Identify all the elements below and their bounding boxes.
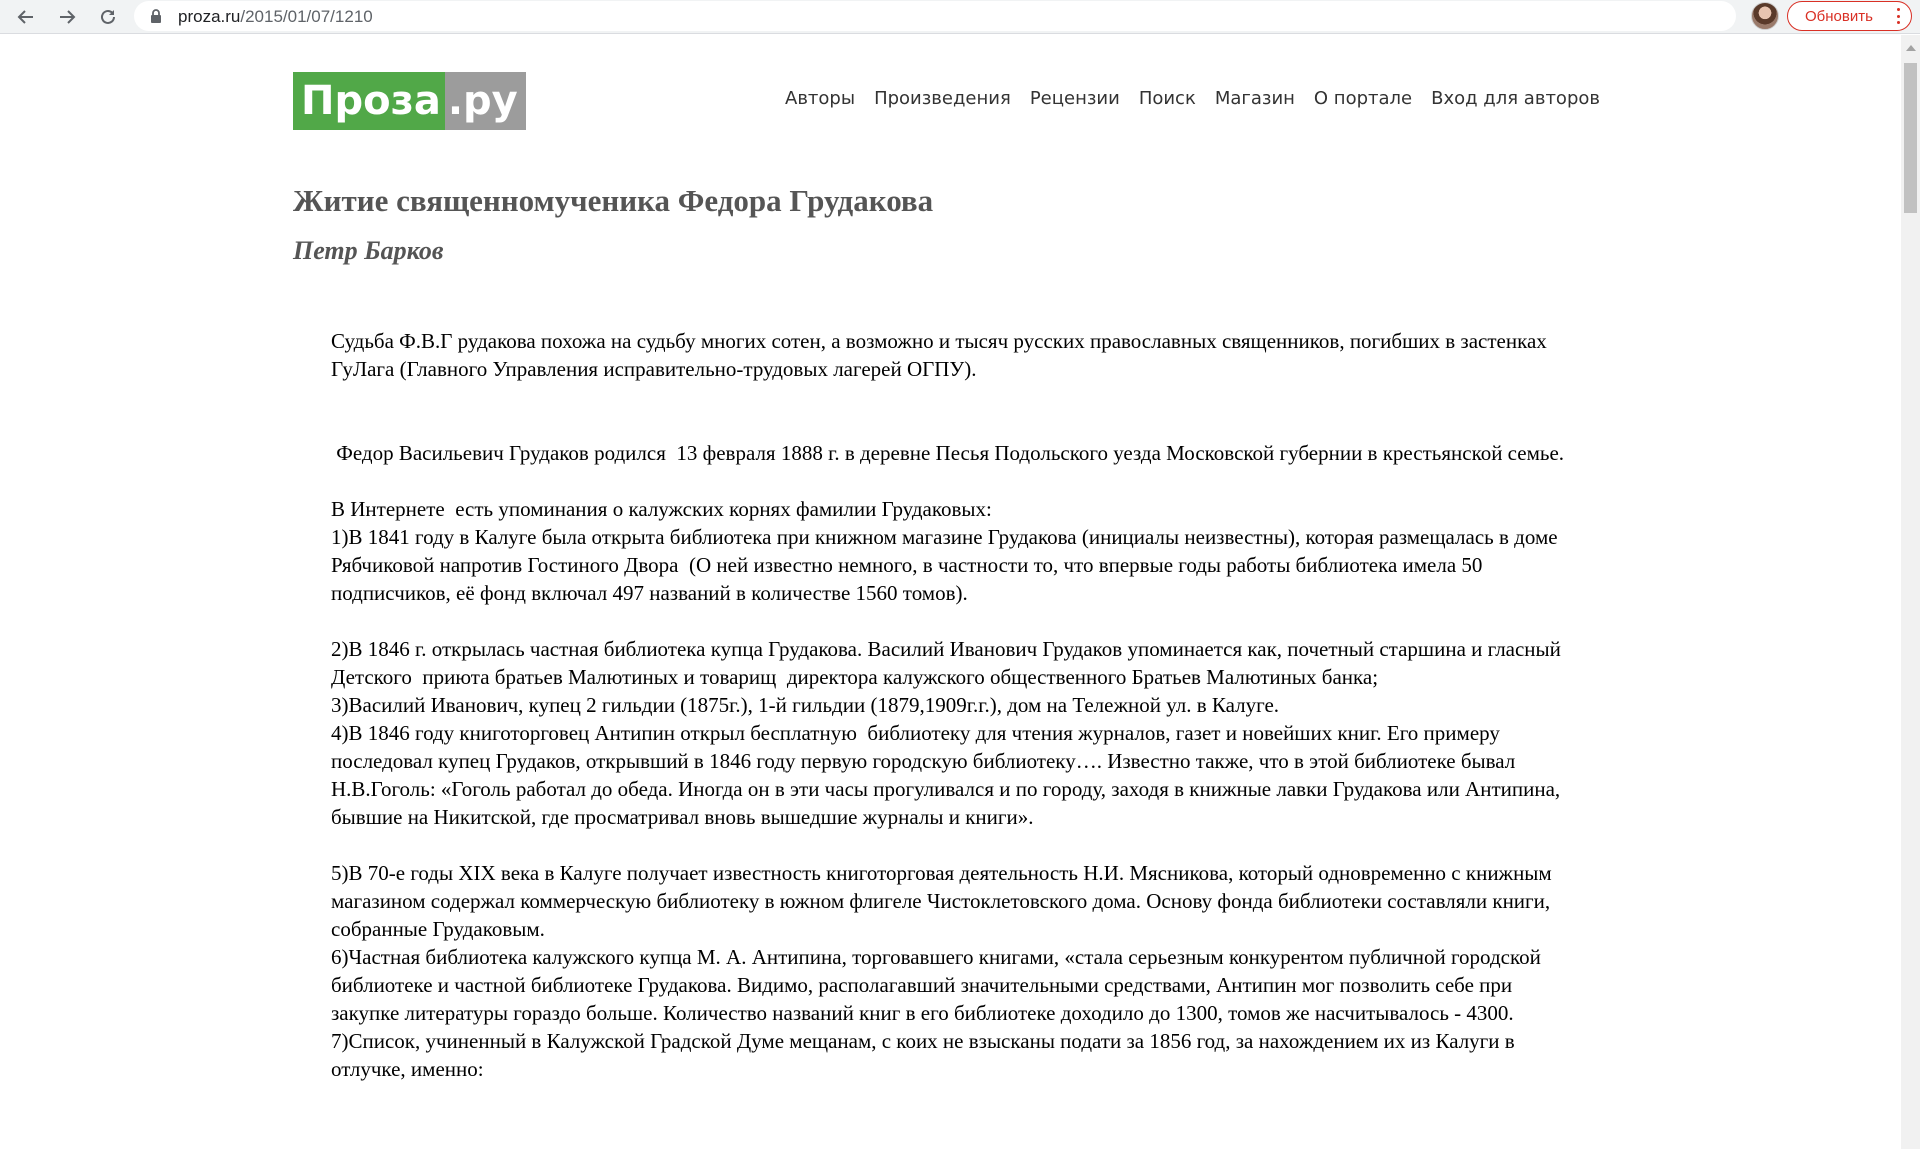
article-paragraph: 6)Частная библиотека калужского купца М. А. Антипина, торговавшего книгами, «стала серьезным конкурентом публичной городской библиотеке и частной библиотеке Грудакова. Видимо, располагавший значительными средствами, Антипин мог позволить себе при закупке литературы гораздо больше. Количество названий книг в его библиотеке доходило до 1300, томов же насчитывалось - 4300. xyxy=(331,945,1547,1025)
logo-secondary: .ру xyxy=(445,72,526,130)
arrow-left-icon xyxy=(16,7,36,27)
article-paragraph: 2)В 1846 г. открылась частная библиотека купца Грудакова. Василий Иванович Грудаков упоминается как, почетный старшина и гласный Детского приюта братьев Малютиных и товарищ директора калужского общественного Братьев Малютиных банка; xyxy=(331,637,1567,689)
nav-link-shop[interactable]: Магазин xyxy=(1214,88,1295,109)
paragraph-spacer xyxy=(331,831,1571,859)
browser-toolbar xyxy=(0,0,1920,34)
nav-link-search[interactable]: Поиск xyxy=(1138,88,1196,109)
update-button-label: Обновить xyxy=(1805,7,1873,25)
logo-primary: Проза xyxy=(293,72,445,130)
scrollbar-thumb[interactable] xyxy=(1904,63,1917,213)
paragraph-spacer xyxy=(331,383,1571,411)
more-menu-icon[interactable] xyxy=(1897,8,1901,24)
author-link[interactable]: Петр Барков xyxy=(293,236,444,265)
nav-link-authors[interactable]: Авторы xyxy=(785,88,856,109)
nav-link-login[interactable]: Вход для авторов xyxy=(1431,88,1600,109)
article-title: Житие священномученика Федора Грудакова xyxy=(293,183,934,218)
lock-icon xyxy=(148,8,164,24)
paragraph-spacer xyxy=(331,607,1571,635)
article-paragraph: В Интернете есть упоминания о калужских корнях фамилии Грудаковых: xyxy=(331,497,992,521)
article-paragraph: 1)В 1841 году в Калуге была открыта библиотека при книжном магазине Грудакова (инициалы неизвестны), которая размещалась в доме Рябчиковой напротив Гостиного Двора (О ней известно немного, в частности то, что впервые годы работы библиотека имела 50 подписчиков, её фонд включал 497 названий в количестве 1560 томов). xyxy=(331,525,1563,605)
update-button[interactable] xyxy=(1787,1,1912,31)
nav-link-reviews[interactable]: Рецензии xyxy=(1029,88,1120,109)
address-bar[interactable] xyxy=(134,1,1736,31)
nav-link-about[interactable]: О портале xyxy=(1313,88,1413,109)
article-paragraph: 3)Василий Иванович, купец 2 гильдии (1875г.), 1-й гильдии (1879,1909г.г.), дом на Тележной ул. в Калуге. xyxy=(331,693,1280,717)
back-button[interactable] xyxy=(14,5,38,29)
page-scrollbar[interactable] xyxy=(1901,35,1920,1149)
profile-avatar[interactable] xyxy=(1751,2,1779,30)
article-paragraph: 4)В 1846 году книготорговец Антипин открыл бесплатную библиотеку для чтения журналов, газет и новейших книг. Его примеру последовал купец Грудаков, открывший в 1846 году первую городскую библиотеку…. Известно также, что в этой библиотеке бывал Н.В.Гоголь: «Гоголь работал до обеда. Иногда он в эти часы прогуливался и по городу, заходя в книжные лавки Грудакова или Антипина, бывшие на Никитской, где просматривал вновь вышедшие журналы и книги». xyxy=(331,721,1566,829)
reload-icon xyxy=(98,7,118,27)
article-paragraph: 7)Список, учиненный в Калужской Градской Думе мещанам, с коих не взысканы подати за 1856 год, за нахождением их из Калуги в отлучке, именно: xyxy=(331,1029,1520,1081)
paragraph-spacer xyxy=(331,467,1571,495)
url-path: /2015/01/07/1210 xyxy=(240,7,373,26)
article-paragraph: Судьба Ф.В.Г рудакова похожа на судьбу многих сотен, а возможно и тысяч русских православных священников, погибших в застенках ГуЛага (Главного Управления исправительно-трудовых лагерей ОГПУ). xyxy=(331,329,1553,381)
url-host: proza.ru xyxy=(178,7,241,26)
article-paragraph: 5)В 70-е годы XIX века в Калуге получает известность книготорговая деятельность Н.И. Мясникова, который одновременно с книжным магазином содержал коммерческую библиотеку в южном флигеле Чистоклетовского дома. Основу фонда библиотеки составляли книги, собранные Грудаковым. xyxy=(331,861,1557,941)
arrow-right-icon xyxy=(57,7,77,27)
scroll-up-arrow-icon[interactable] xyxy=(1906,45,1916,51)
url-text xyxy=(178,7,373,27)
forward-button[interactable] xyxy=(55,5,79,29)
site-nav xyxy=(785,88,1600,109)
reload-button[interactable] xyxy=(96,5,120,29)
nav-link-works[interactable]: Произведения xyxy=(874,88,1011,109)
site-logo[interactable] xyxy=(293,72,526,130)
paragraph-spacer xyxy=(331,411,1571,439)
article-paragraph: Федор Васильевич Грудаков родился 13 февраля 1888 г. в деревне Песья Подольского уезда Московской губернии в крестьянской семье. xyxy=(331,441,1565,465)
article-body xyxy=(331,327,1571,1083)
